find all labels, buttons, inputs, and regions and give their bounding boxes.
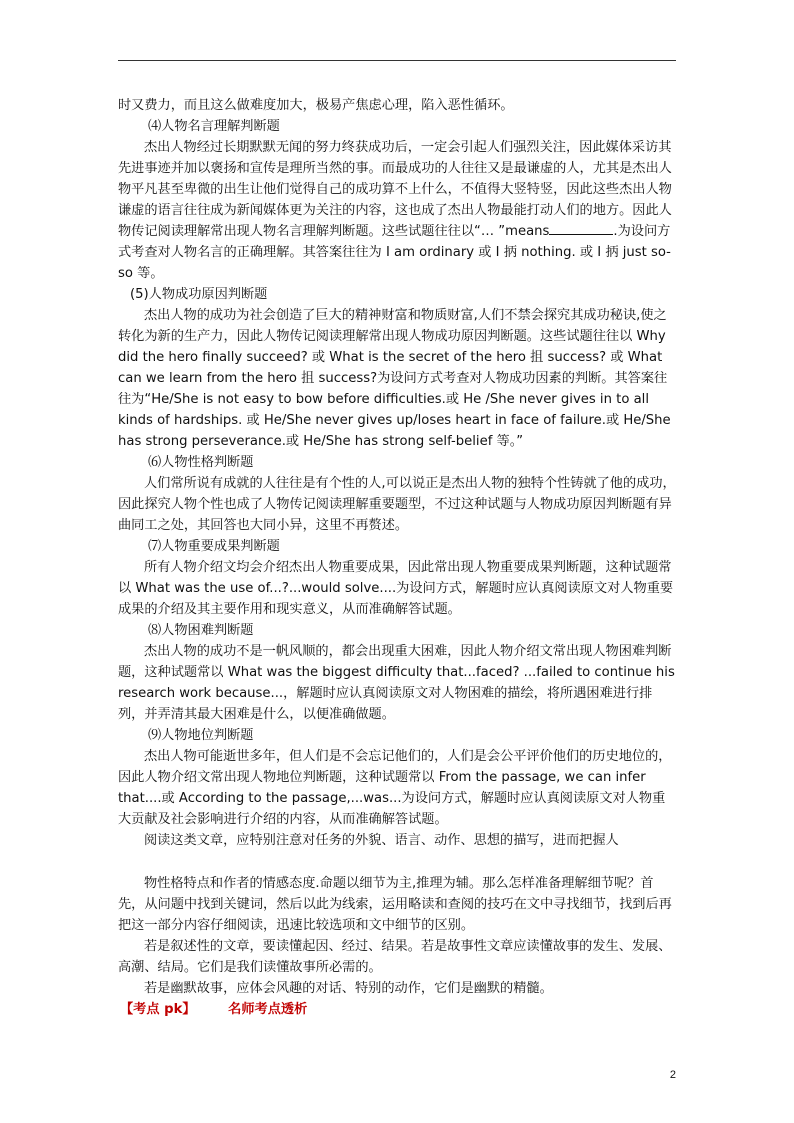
fill-in-blank: [549, 222, 613, 235]
paragraph-text: 杰出人物经过长期默默无闻的努力终获成功后，一定会引起人们强烈关注，因此媒体采访其先进事迹并加以褒扬和宣传是理所当然的事。而最成功的人往往又是最谦虚的人，尤其是杰出人物平凡甚至卑微的出生让他们觉得自己的成功算不上什么，不值得大竖特竖，因此这些杰出人物谦虚的语言往往成为新闻媒体更为关注的内容，这也成了杰出人物最能打动人们的地方。因此人物传记阅读理解常出现人物名言理解判断题。这些试题往往以“… ”means: [118, 140, 672, 239]
paragraph: ⑹人物性格判断题: [148, 455, 254, 470]
paragraph-list: [118, 95, 678, 999]
document-body: [118, 95, 678, 1020]
paragraph: ⑼人物地位判断题: [148, 728, 254, 743]
paragraph: (5)人物成功原因判断题: [130, 287, 268, 302]
page-number: 2: [669, 1069, 676, 1081]
paragraph: 若是叙述性的文章，要读懂起因、经过、结果。若是故事性文章应读懂故事的发生、发展、高潮、结局。它们是我们读懂故事所必需的。: [118, 939, 672, 975]
paragraph-gap: [118, 851, 678, 873]
paragraph: 人们常所说有成就的人往往是有个性的人,可以说正是杰出人物的独特个性铸就了他的成功，因此探究人物个性也成了人物传记阅读理解重要题型，不过这种试题与人物成功原因判断题有异曲同工之处，其回答也大同小异，这里不再赘述。: [118, 476, 676, 533]
paragraph: 杰出人物可能逝世多年，但人们是不会忘记他们的，人们是会公平评价他们的历史地位的，因此人物介绍文常出现人物地位判断题，这种试题常以 From the passage, we can infer that....或 According to the passage,...was...为设问方式，解题时应认真阅读原文对人物重大贡献及社会影响进行介绍的内容，从而准确解答试题。: [118, 749, 672, 827]
paragraph: 物性格特点和作者的情感态度.命题以细节为主,推理为辅。那么怎样准备理解细节呢？首先，从问题中找到关键词，然后以此为线索，运用略读和查阅的技巧在文中寻找细节，找到后再把这一部分内容仔细阅读，迅速比较选项和文中细节的区别。: [118, 876, 672, 933]
paragraph: 若是幽默故事，应体会风趣的对话、特别的动作，它们是幽默的精髓。: [144, 981, 553, 996]
paragraph: 阅读这类文章，应特别注意对任务的外貌、语言、动作、思想的描写，进而把握人: [144, 833, 619, 848]
paragraph: [118, 137, 678, 284]
paragraph: ⑷人物名言理解判断题: [148, 119, 280, 134]
paragraph: 所有人物介绍文均会介绍杰出人物重要成果，因此常出现人物重要成果判断题，这种试题常以 What was the use of...?...would solve....为设问方式，解题时应认真阅读原文对人物重要成果的介绍及其主要作用和现实意义，从而准确解答试题。: [118, 560, 674, 617]
paragraph: 时又费力，而且这么做难度加大，极易产焦虑心理，陷入恶性循环。: [118, 98, 514, 113]
paragraph-text-after: .为设问方式考查对人物名言的正确理解。其答案往往为 I am ordinary 或 I 抦 nothing. 或 I 抦 just so-so 等。: [118, 224, 671, 281]
kaodian-title: 名师考点透析: [228, 1002, 308, 1017]
paragraph: ⑺人物重要成果判断题: [148, 539, 280, 554]
paragraph: 杰出人物的成功为社会创造了巨大的精神财富和物质财富,人们不禁会探究其成功秘诀,使之转化为新的生产力，因此人物传记阅读理解常出现人物成功原因判断题。这些试题往往以 Why did the hero finally succeed? 或 What is the secret of the hero 抯 success? 或 What can we learn from the hero 抯 success?为设问方式考查对人物成功因素的判断。其答案往往为“He/She is not easy to bow before difficulties.或 He /She never gives in to all kinds of hardships. 或 He/She never gives up/loses heart in face of failure.或 He/She has strong perseverance.或 He/She has strong self-belief 等。”: [118, 308, 671, 449]
paragraph: 杰出人物的成功不是一帆风顺的，都会出现重大困难，因此人物介绍文常出现人物困难判断题，这种试题常以 What was the biggest difficulty that...faced? ...failed to continue his research work because...，解题时应认真阅读原文对人物困难的描绘，将所遇困难进行排列，并弄清其最大困难是什么，以便准确做题。: [118, 644, 675, 722]
kaodian-label: 【考点 pk】: [120, 1002, 196, 1017]
kaodian-heading: [118, 999, 678, 1020]
header-rule: [118, 60, 676, 61]
paragraph: ⑻人物困难判断题: [148, 623, 254, 638]
